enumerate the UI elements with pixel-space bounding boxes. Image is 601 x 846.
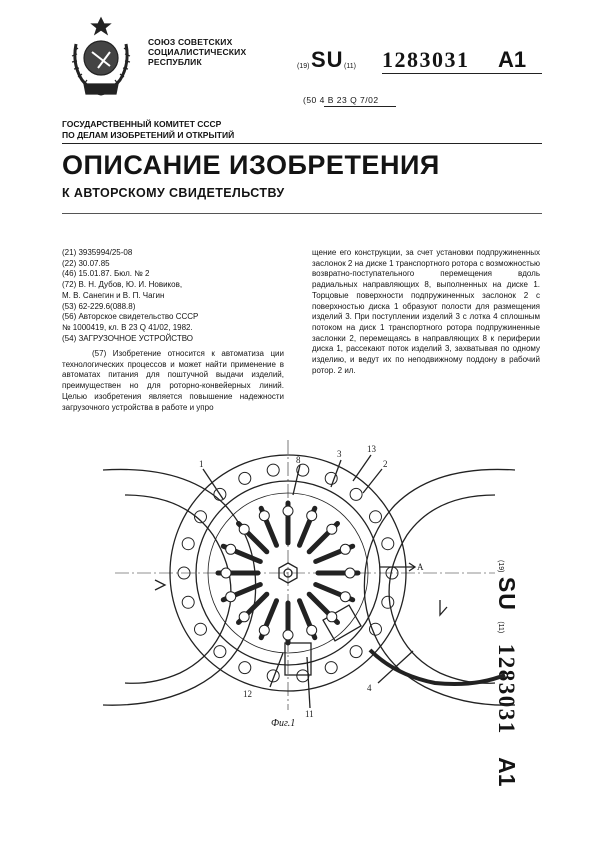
vertical-country-code: SU [494, 576, 520, 611]
chain-link [182, 596, 194, 608]
prefix-11: (11) [344, 63, 356, 70]
chain-link [382, 596, 394, 608]
left-rotor [103, 469, 256, 705]
callout-3: 3 [337, 449, 342, 459]
technical-drawing [95, 425, 525, 745]
committee-line: ПО ДЕЛАМ ИЗОБРЕТЕНИЙ И ОТКРЫТИЙ [62, 129, 235, 140]
chain-link [297, 670, 309, 682]
gate-head [307, 511, 317, 521]
callout-12: 12 [243, 689, 252, 699]
chain-link [370, 511, 382, 523]
biblio-line: (54) ЗАГРУЗОЧНОЕ УСТРОЙСТВО [62, 333, 193, 343]
bibliographic-data [62, 248, 277, 344]
figure-caption: Фиг.1 [271, 718, 296, 729]
biblio-line: (53) 62-229.6(088.8) [62, 301, 136, 311]
biblio-line: (56) Авторское свидетельство СССР [62, 312, 199, 322]
divider [62, 213, 542, 214]
section-arrow-label: A [417, 562, 424, 572]
callout-2: 2 [383, 459, 388, 469]
org-name [148, 37, 246, 67]
gate-head [259, 625, 269, 635]
gate-head [340, 592, 350, 602]
org-line: СОЦИАЛИСТИЧЕСКИХ [148, 47, 247, 57]
org-line: РЕСПУБЛИК [148, 57, 202, 67]
chain-link [350, 488, 362, 500]
biblio-line: (46) 15.01.87. Бюл. № 2 [62, 269, 150, 279]
chain-link [325, 472, 337, 484]
gate-head [239, 524, 249, 534]
ipc-underline [324, 106, 396, 107]
chain-link [267, 464, 279, 476]
gate-head [345, 568, 355, 578]
org-line: СОЮЗ СОВЕТСКИХ [148, 37, 233, 47]
gate-head [259, 511, 269, 521]
document-subtitle: К АВТОРСКОМУ СВИДЕТЕЛЬСТВУ [62, 186, 285, 200]
gate-head [283, 506, 293, 516]
patent-number: 1283031 [382, 47, 470, 72]
chain-link [370, 623, 382, 635]
document-title: ОПИСАНИЕ ИЗОБРЕТЕНИЯ [62, 150, 440, 180]
chain-link [195, 623, 207, 635]
chain-link [325, 662, 337, 674]
prefix-19: (19) [297, 63, 310, 70]
vertical-patent-number: 1283031 [494, 643, 519, 735]
abstract-continued-text: щение его конструкции, за счет установки подпружиненных заслонок 2 на диске 1 транспортного ротора с возможностью возвратно-поступательного перемещения вдоль радиальных направляющих 8, выполненных на диске 1. Торцовые поверхности подпружиненных заслонок 2 с поверхностью диска 1 образуют полости для размещения изделий 3. При поступлении изделий 3 с лотка 4 сплошным потоком на диск 1 транспортного ротора подпружиненные заслонки 2, перемещаясь в направляющих 8 к периферии диска 1, рассекают поток изделий 3, захватывая по одному изделию, и ведут их по неподвижному поддону в рабочий ротор. 2 ил. [312, 248, 540, 375]
vertical-prefix-11: (11) [497, 621, 504, 634]
gate-head [327, 612, 337, 622]
chain-link [182, 538, 194, 550]
ipc-class: (50 4 B 23 Q 7/02 [303, 95, 379, 105]
gate-head [239, 612, 249, 622]
biblio-line: (22) 30.07.85 [62, 258, 110, 268]
gate-head [340, 544, 350, 554]
abstract [62, 349, 284, 413]
callout-13: 13 [367, 444, 376, 454]
country-code: SU [311, 47, 344, 72]
callout-4: 4 [367, 683, 372, 693]
committee-line: ГОСУДАРСТВЕННЫЙ КОМИТЕТ СССР [62, 119, 222, 129]
chain-link [239, 472, 251, 484]
vertical-kind-code: A1 [494, 757, 520, 787]
biblio-line: (21) 3935994/25-08 [62, 248, 133, 257]
vertical-prefix-19: (19) [497, 560, 504, 573]
chain-link [239, 662, 251, 674]
gate-head [226, 592, 236, 602]
callout-1: 1 [199, 459, 204, 469]
chain-link [350, 646, 362, 658]
gate-head [307, 625, 317, 635]
biblio-line: № 1000419, кл. В 23 Q 41/02, 1982. [62, 322, 193, 332]
abstract-continued [312, 248, 540, 376]
ussr-emblem-icon [62, 14, 140, 102]
abstract-text: (57) Изобретение относится к автоматиза ции технологических процессов и может найти применение в автоматах питания для поштучной выдачи изделий, преимуществен но для роторно-конвейерных линий. Целью изобретения является повышение надежности загрузочного устройства в работе и упро [62, 349, 284, 412]
gate-head [226, 544, 236, 554]
chain-link [382, 538, 394, 550]
biblio-line: М. В. Санегин и В. П. Чагин [62, 290, 165, 300]
gate-head [283, 630, 293, 640]
callout-11: 11 [305, 709, 314, 719]
callout-8: 8 [296, 455, 301, 465]
committee [62, 119, 234, 140]
right-rotor [364, 469, 515, 705]
gate-head [221, 568, 231, 578]
divider [62, 143, 542, 144]
chain-link [214, 646, 226, 658]
gate-head [327, 524, 337, 534]
kind-code: A1 [498, 47, 527, 72]
number-underline [382, 73, 542, 74]
biblio-line: (72) В. Н. Дубов, Ю. И. Новиков, [62, 280, 183, 290]
